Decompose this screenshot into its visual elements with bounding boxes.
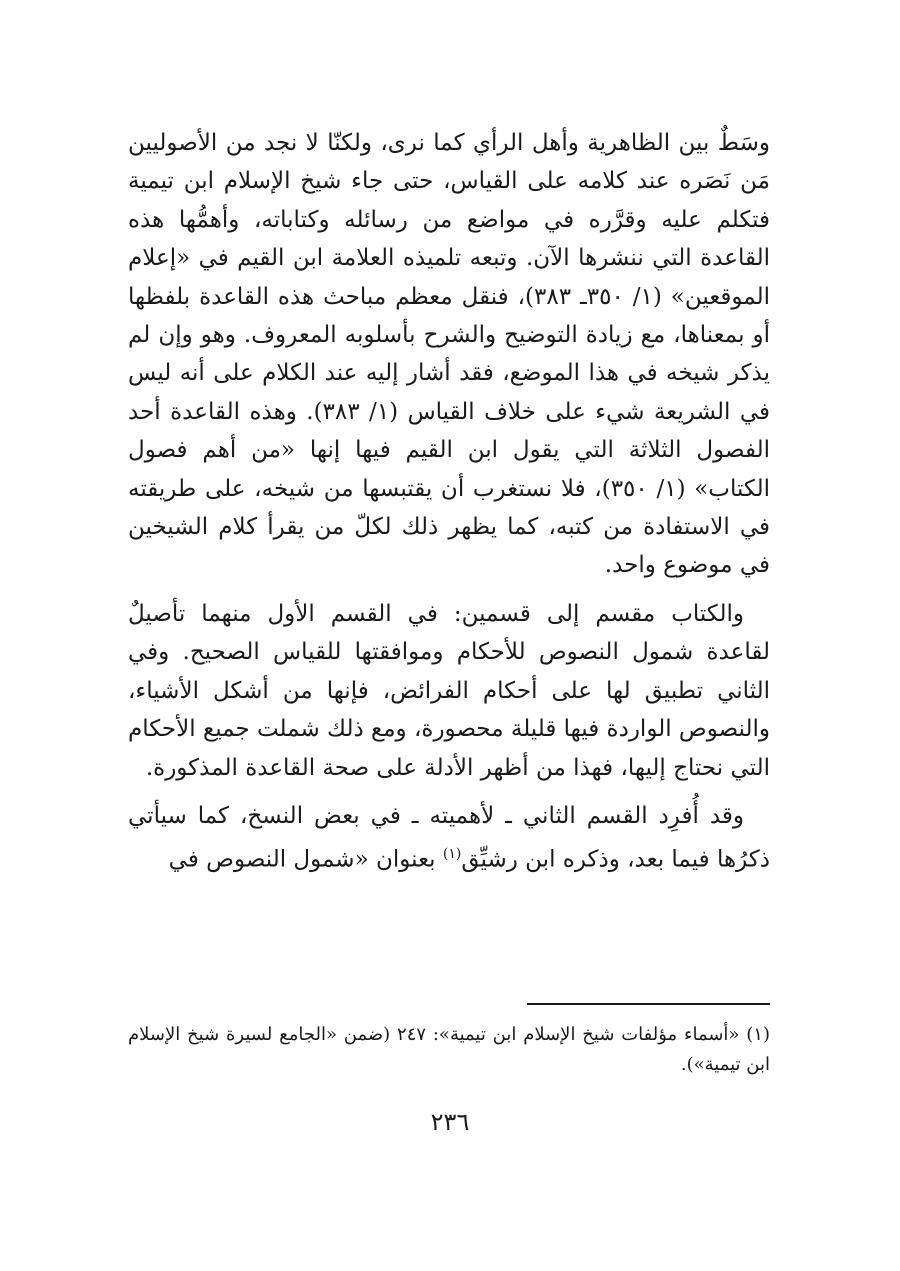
footnote-1: (١) «أسماء مؤلفات شيخ الإسلام ابن تيمية»: ٢٤٧ (ضمن «الجامع لسيرة شيخ الإسلام ابن تيمية»). <box>128 1024 770 1075</box>
paragraph-3-start: وقد أُفرِد القسم الثاني ـ لأهميته ـ في بعض النسخ، كما سيأتي ذكرُها فيما بعد، وذكره ابن رشيِّق <box>128 802 770 873</box>
page-number: ٢٣٦ <box>430 1108 470 1136</box>
paragraph-3-end: بعنوان «شمول النصوص في <box>168 846 443 873</box>
paragraph-3 <box>128 797 770 879</box>
main-text <box>128 124 770 889</box>
paragraph-1: وسَطٌ بين الظاهرية وأهل الرأي كما نرى، ولكنّا لا نجد من الأصوليين مَن نَصَره عند كلامه على القياس، حتى جاء شيخ الإسلام ابن تيمية فتكلم عليه وقرَّره في مواضع من رسائله وكتاباته، وأهمُّها هذه القاعدة التي ننشرها الآن. وتبعه تلميذه العلامة ابن القيم في «إعلام الموقعين» (١/ ٣٥٠ـ ٣٨٣)، فنقل معظم مباحث هذه القاعدة بلفظها أو بمعناها، مع زيادة التوضيح والشرح بأسلوبه المعروف. وهو وإن لم يذكر شيخه في هذا الموضع، فقد أشار إليه عند الكلام على أنه ليس في الشريعة شيء على خلاف القياس (١/ ٣٨٣). وهذه القاعدة أحد الفصول الثلاثة التي يقول ابن القيم فيها إنها «من أهم فصول الكتاب» (١/ ٣٥٠)، فلا نستغرب أن يقتبسها من شيخه، على طريقته في الاستفادة من كتبه، كما يظهر ذلك لكلّ من يقرأ كلام الشيخين في موضوع واحد. <box>128 130 771 579</box>
paragraph-2: والكتاب مقسم إلى قسمين: في القسم الأول منهما تأصيلٌ لقاعدة شمول النصوص للأحكام وموافقتها للقياس الصحيح. وفي الثاني تطبيق لها على أحكام الفرائض، فإنها من أشكل الأشياء، والنصوص الواردة فيها قليلة محصورة، ومع ذلك شملت جميع الأحكام التي نحتاج إليها، فهذا من أظهر الأدلة على صحة القاعدة المذكورة. <box>127 600 770 781</box>
footnote-reference[interactable]: (١) <box>442 846 462 863</box>
footnote-divider <box>527 1003 770 1005</box>
footnotes <box>128 1020 770 1080</box>
